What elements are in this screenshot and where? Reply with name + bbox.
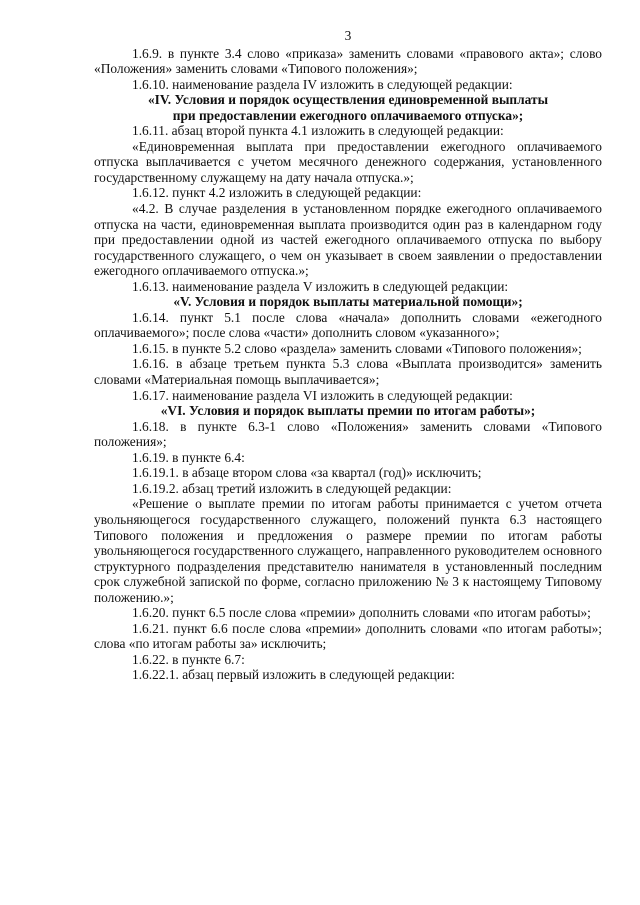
document-page: [94, 28, 602, 683]
paragraph: 1.6.16. в абзаце третьем пункта 5.3 слова «Выплата производится» заменить словами «Материальная помощь выплачивается»;: [94, 356, 602, 388]
paragraph: 1.6.9. в пункте 3.4 слово «приказа» заменить словами «правового акта»; слово «Положения» заменить словами «Типового положения»;: [94, 45, 602, 77]
paragraph: 1.6.22.1. абзац первый изложить в следующей редакции:: [132, 667, 455, 683]
paragraph: 1.6.19. в пункте 6.4:: [132, 449, 245, 465]
section-heading: «V. Условия и порядок выплаты материальной помощи»;: [173, 294, 523, 310]
paragraph: 1.6.20. пункт 6.5 после слова «премии» дополнить словами «по итогам работы»;: [132, 605, 591, 621]
section-heading: при предоставлении ежегодного оплачиваемого отпуска»;: [172, 107, 524, 123]
paragraph: 1.6.21. пункт 6.6 после слова «премии» дополнить словами «по итогам работы»; слова «по итогам работы за» исключить;: [94, 620, 602, 652]
section-heading: «VI. Условия и порядок выплаты премии по итогам работы»;: [160, 403, 536, 419]
paragraph: 1.6.12. пункт 4.2 изложить в следующей редакции:: [132, 185, 422, 201]
paragraph: 1.6.14. пункт 5.1 после слова «начала» дополнить словами «ежегодного оплачиваемого»; после слова «части» дополнить словом «указанного»;: [94, 309, 602, 341]
paragraph: 1.6.19.1. в абзаце втором слова «за квартал (год)» исключить;: [132, 465, 482, 481]
paragraph: 1.6.11. абзац второй пункта 4.1 изложить в следующей редакции:: [132, 123, 504, 139]
paragraph: 1.6.19.2. абзац третий изложить в следующей редакции:: [132, 480, 452, 496]
paragraph: 1.6.10. наименование раздела IV изложить в следующей редакции:: [132, 76, 513, 92]
section-heading: «IV. Условия и порядок осуществления единовременной выплаты: [147, 92, 549, 108]
paragraph: «4.2. В случае разделения в установленном порядке ежегодного оплачиваемого отпуска на части, единовременная выплата производится один раз в календарном году при предоставлении одной из частей ежегодного оплачиваемого отпуска по выбору государственного служащего, о чем он указывает в своем заявлении о предоставлении ежегодного оплачиваемого отпуска.»;: [94, 201, 602, 279]
paragraph: 1.6.13. наименование раздела V изложить в следующей редакции:: [132, 278, 509, 294]
paragraph: 1.6.17. наименование раздела VI изложить в следующей редакции:: [132, 387, 513, 403]
paragraph: 1.6.15. в пункте 5.2 слово «раздела» заменить словами «Типового положения»;: [132, 340, 582, 356]
paragraph: 1.6.22. в пункте 6.7:: [132, 651, 245, 667]
paragraph: 1.6.18. в пункте 6.3-1 слово «Положения» заменить словами «Типового положения»;: [94, 418, 602, 450]
paragraph: «Решение о выплате премии по итогам работы принимается с учетом отчета увольняющегося государственного служащего, положений пункта 6.3 настоящего Типового положения и предложения о размере премии по итогам работы увольняющегося государственного служащего, направленного руководителем основного структурного подразделения представителю нанимателя в установленный последним срок служебной запиской по форме, согласно приложению № 3 к настоящему Типовому положению.»;: [94, 496, 602, 605]
page-number: 3: [344, 28, 352, 43]
paragraph: «Единовременная выплата при предоставлении ежегодного оплачиваемого отпуска выплачивается с учетом месячного денежного содержания, установленного государственному служащему на дату начала отпуска.»;: [94, 138, 602, 185]
